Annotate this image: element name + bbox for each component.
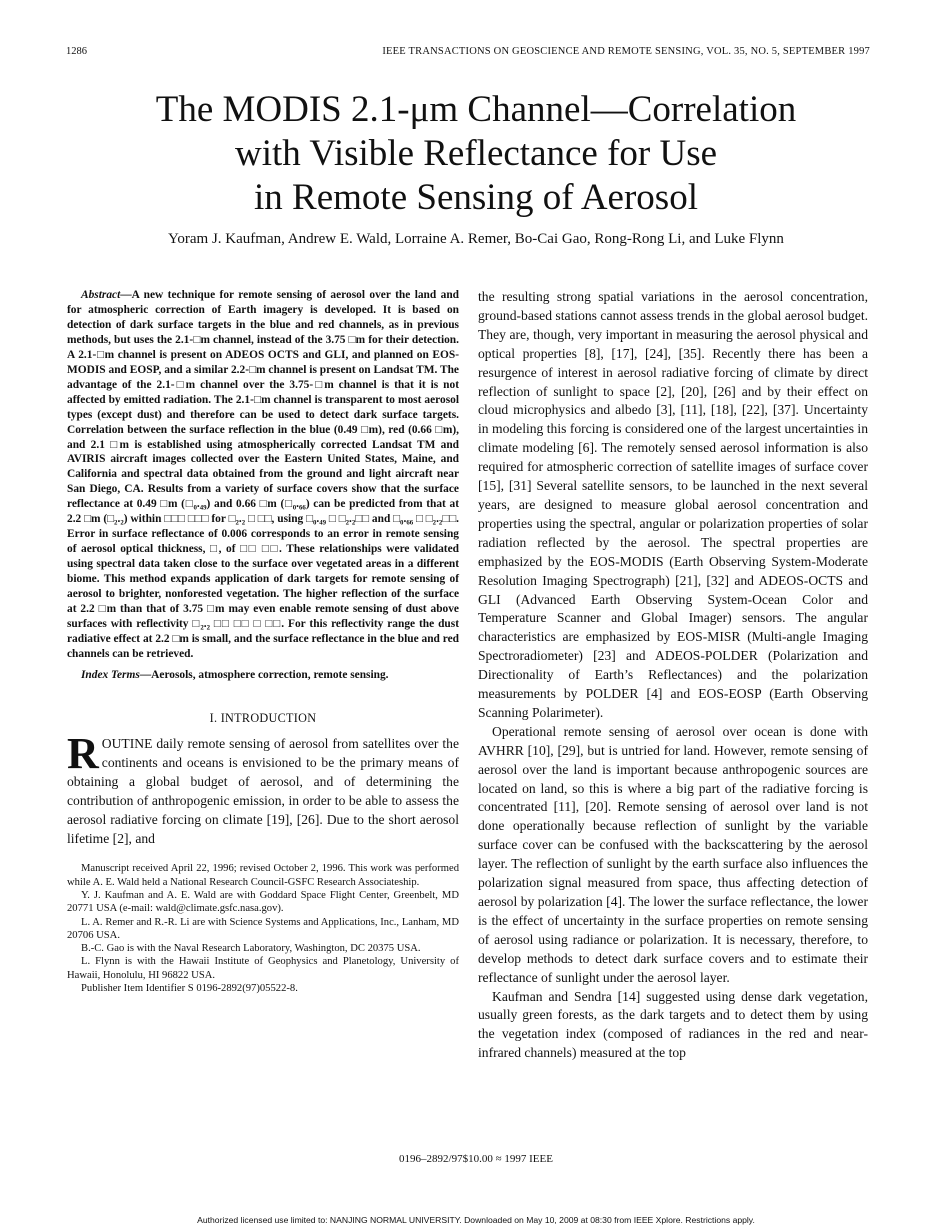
footnote: B.-C. Gao is with the Naval Research Laboratory, Washington, DC 20375 USA.: [81, 943, 421, 955]
author-list: Yoram J. Kaufman, Andrew E. Wald, Lorraine A. Remer, Bo-Cai Gao, Rong-Rong Li, and Luke Flynn: [168, 231, 784, 247]
abstract-text: —A new technique for remote sensing of aerosol over the land and for atmospheric correction of Earth imagery is developed. It is based on detection of dark surface targets in the blue and red channels, as in previous methods, but uses the 2.1-□m channel, instead of the 3.75 □m for their detection. A 2.1-□m channel is present on ADEOS OCTS and GLI, and planned on EOS-MODIS and EOSP, and a similar 2.2-□m channel is present on Landsat TM. The advantage of the 2.1-□m channel over the 3.75-□m channel is that it is not affected by emitted radiation. The 2.1-□m channel is transparent to most aerosol types (except dust) and therefore can be used to detect dark surface targets. Correlation between the surface reflection in the blue (0.49 □m), red (0.66 □m), and 2.1 □m is established using atmospherically corrected Landsat TM and AVIRIS aircraft images collected over the Eastern United States, Maine, and California and spectral data obtained from the ground and light aircraft near San Diego, CA. Results from a variety of surface covers show that the surface reflectance at 0.49 □m (□₀.₄₉) and 0.66 □m (□₀.₆₆) can be predicted from that at 2.2 □m (□₂.₂) within □□□ □□□ for □₂.₂ □ □□, using □₀.₄₉ □ □₂.₂□□ and □₀.₆₆ □ □₂.₂□□. Error in surface reflectance of 0.006 corresponds to an error in remote sensing of aerosol optical thickness, □, of □□ □□. These relationships were validated using spectral data taken close to the surface over vegetated areas in a different biome. This method expands application of dark targets for remote sensing of aerosol to brighter, nonforested vegetation. The higher reflection of the surface at 2.2 □m than that of 3.75 □m may even enable remote sensing of dust above surfaces with reflectivity □₂.₂ □□ □□ □ □□. For this reflectivity range the dust radiative effect at 2.2 □m is small, and the surface reflectance in the blue and red channels can be retrieved.: [67, 289, 459, 660]
intro-text: OUTINE daily remote sensing of aerosol from satellites over the continents and oceans is envisioned to be the primary means of obtaining a global budget of aerosol, and of determining the contribution of anthropogenic emission, in order to be able to assess the aerosol radiative forcing on climate [19], [26]. Due to the short aerosol lifetime [2], and: [67, 735, 459, 847]
index-terms: [67, 668, 459, 683]
index-terms-lead: Index Terms: [81, 668, 140, 681]
left-column: [67, 288, 459, 995]
footnote: Manuscript received April 22, 1996; revised October 2, 1996. This work was performed while A. E. Wald held a National Research Council-GSFC Research Associateship.: [67, 863, 459, 888]
footnotes: [67, 862, 459, 995]
page-number: 1286: [66, 46, 87, 57]
abstract-lead: Abstract: [81, 289, 121, 301]
section-heading: [67, 711, 459, 726]
section-numeral: I.: [209, 710, 221, 725]
paper-title: [0, 88, 952, 220]
drop-cap: R: [67, 728, 99, 778]
body-paragraph: Operational remote sensing of aerosol over ocean is done with AVHRR [10], [29], but is untried for land. However, remote sensing of aerosol over the land is important because anthropogenic sources are located on land, so this is where a big part of the radiative forcing is concentrated [11], [20]. Remote sensing of aerosol over land is not done operationally because reflection of sunlight by the variable surface cover can be confused with the backscattering by the aerosol layer. The reflection of sunlight by the earth surface also influences the polarization signal measured from space, thus affecting detection of aerosol by polarization [4]. The lower the surface reflectance, the lower is the effect of uncertainty in the surface properties on remote sensing of aerosol using radiance or polarization. It is necessary, therefore, to develop methods to detect dark surface covers and to estimate their reflectance of sunlight under the aerosol layer.: [478, 723, 868, 985]
abstract: [67, 288, 459, 662]
running-header: IEEE TRANSACTIONS ON GEOSCIENCE AND REMOTE SENSING, VOL. 35, NO. 5, SEPTEMBER 1997: [382, 46, 870, 57]
right-column: [478, 288, 868, 1063]
license-notice: Authorized licensed use limited to: NANJING NORMAL UNIVERSITY. Downloaded on May 10, 2009 at 08:30 from IEEE Xplore. Restrictions apply.: [197, 1215, 755, 1225]
title-line-1: The MODIS 2.1-μm Channel—Correlation: [155, 89, 797, 130]
footnote: Publisher Item Identifier S 0196-2892(97)05522-8.: [81, 983, 298, 995]
section-title-rest: NTRODUCTION: [225, 710, 317, 725]
footnote: L. A. Remer and R.-R. Li are with Science Systems and Applications, Inc., Lanham, MD 20706 USA.: [67, 916, 459, 941]
footnote: L. Flynn is with the Hawaii Institute of Geophysics and Planetology, University of Hawaii, Honolulu, HI 96822 USA.: [67, 956, 459, 981]
copyright-line: 0196–2892/97$10.00 ≈ 1997 IEEE: [399, 1153, 553, 1165]
body-paragraph: the resulting strong spatial variations in the aerosol concentration, ground-based stations cannot assess trends in the global aerosol budget. They are, though, very important in measuring the aerosol physical and optical properties [8], [17], [24], [35]. Recently there has been a resurgence of interest in aerosol radiative forcing of climate by direct reflection of sunlight to space [2], [20], [26] and by their effect on cloud microphysics and albedo [3], [11], [18], [22], [37]. Uncertainty in modeling this forcing is considered one of the largest uncertainties in climate modeling [6]. The remotely sensed aerosol information is also required for atmospheric correction of satellite images of surface cover [15], [31] Several satellite sensors, to be launched in the next several years, are designed to measure global aerosol concentration and properties using the spectral, angular or polarization properties of solar radiation reflected by the aerosol. The spectral properties are emphasized by the EOS-MODIS (Earth Observing System-Moderate Resolution Imaging Spectrograph) [21], [32] and ADEOS-OCTS and GLI (Advanced Earth Observing System-Ocean Color and Temperature Scanner and Global Imager) sensors. The angular characteristics are emphasized by EOS-MISR (Multi-angle Imaging Spectroradiometer) [23] and ADEOS-POLDER (Polarization and Directionality of Earth’s Reflectances) and the polarization measurements by POLDER [4] and EOS-EOSP (Earth Observing Scanning Polarimeter).: [478, 289, 868, 720]
title-line-2: with Visible Reflectance for Use: [234, 133, 718, 174]
footnote: Y. J. Kaufman and A. E. Wald are with Goddard Space Flight Center, Greenbelt, MD 20771 USA (e-mail: wald@climate.gsfc.nasa.gov).: [67, 889, 459, 915]
index-terms-text: —Aerosols, atmosphere correction, remote sensing.: [139, 668, 389, 681]
section-first-letter: I: [220, 710, 226, 725]
intro-paragraph: [67, 728, 459, 849]
title-line-3: in Remote Sensing of Aerosol: [254, 177, 698, 218]
body-paragraph: Kaufman and Sendra [14] suggested using dense dark vegetation, usually green forests, as the dark targets and to detect them by using the vegetation index (composed of radiances in the red and near-infrared channels) measured at the top: [478, 988, 868, 1061]
